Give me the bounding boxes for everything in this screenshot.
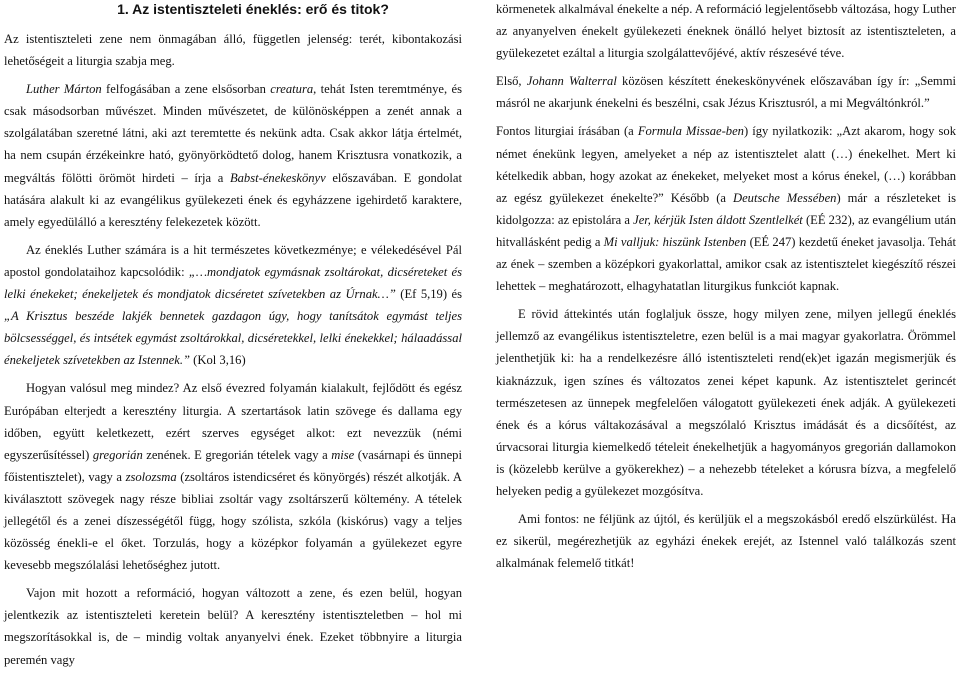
text-run: Fontos liturgiai írásában (a bbox=[496, 124, 638, 139]
right-column bbox=[496, 0, 956, 580]
left-column bbox=[4, 0, 462, 677]
left-paragraph-1 bbox=[4, 28, 462, 72]
text-run: Első, bbox=[496, 74, 527, 89]
text-run: közösen készített énekeskönyvének előszavában így ír: „Semmi másról ne akarjunk énekelni és beszélni, csak Jézus Krisztusról, a mi Megváltónkról.” bbox=[496, 74, 957, 111]
text-run: (vasárnapi és ünnepi főistentisztelet), vagy a bbox=[4, 447, 462, 484]
left-paragraph-2 bbox=[4, 78, 462, 233]
italic-text: creatura bbox=[270, 82, 314, 97]
text-run: Az istentiszteleti zene nem önmagában álló, független jelenség: terét, kibontakozási lehetőségeit a liturgia szabja meg. bbox=[4, 32, 462, 69]
right-paragraph-4 bbox=[496, 303, 956, 502]
italic-text: „…mondjatok egymásnak zsoltárokat, dicséreteket és lelki énekeket; énekeljetek és mondjatok dicséretet szívetekben az Úrnak…” bbox=[4, 264, 462, 302]
text-run: felfogásában a zene elsősorban bbox=[101, 82, 271, 97]
text-run: (EÉ 232), az evangélium után hitvallásként pedig a bbox=[496, 212, 957, 249]
left-paragraph-3 bbox=[4, 239, 462, 372]
left-paragraph-4 bbox=[4, 377, 462, 576]
text-run: (EÉ 247) kezdetű éneket javasolja. Tehát az ének – szemben a középkori gyakorlattal, amikor csak az istentisztelet kiegészítő részei lehettek – meghatározott, elhagyhatatlan liturgikus funkciót kapnak. bbox=[496, 234, 956, 294]
text-run: (zsoltáros istendicséret és könyörgés) részét alkotják. A kiválasztott szövegek nagy része bibliai zsoltár vagy zsoltárszerű költemény. A tételek jellegétől és a zenei díszességétől függ, hogy szólista, szkóla (kiskórus) vagy a teljes közösség énekli-e el őket. Torzulás, hogy a középkor folyamán a gyülekezet egyre kevesebb megszólalási lehetőséghez jutott. bbox=[4, 469, 462, 573]
text-run: Hogyan valósul meg mindez? Az első évezred folyamán kialakult, fejlődött és egész Európában elterjedt a keresztény liturgia. A szertartások latin szövege és dallama egy időben, együtt keletkezett, ezért szerves egységet alkot: ezt nevezzük (némi egyszerűsítéssel) bbox=[4, 381, 462, 462]
left-paragraph-5 bbox=[4, 582, 462, 670]
right-paragraph-1 bbox=[496, 0, 956, 64]
section-title: 1. Az istentiszteleti éneklés: erő és titok? bbox=[117, 1, 389, 17]
text-run: (Ef 5,19) és bbox=[395, 287, 462, 302]
italic-text: Johann Walterral bbox=[526, 74, 617, 89]
text-run: E rövid áttekintés után foglaljuk össze, hogy milyen zene, milyen jellegű éneklés jellemző az evangélikus istentiszteletre, ezen belül is a mai magyar gyakorlatra. Örömmel jelenthetjük ki: ha a rendelkezésre álló istentiszteleti rend(ek)et igazán megismerjük és kiaknázzuk, igen színes és változatos zenei képet kapunk. Az istentisztelet gerincét természetesen az ünnepek megfelelően válogatott gyülekezeti ének adják. A gyülekezeti ének és a kórus váltakozásával a megszólaló Krisztus imádását és a dicsőítést, az úrvacsorai liturgia kiemelkedő tételeit énekelhetjük a hagyományos gregorián dallamokon is (közelebb kerülve a gyökerekhez) – a nehezebb tételeket a kórusra bízva, a megfelelő helyeken pedig a gyülekezet mozgósítva. bbox=[496, 307, 956, 498]
italic-text: Formula Missae-ben bbox=[637, 124, 744, 139]
text-run: Ami fontos: ne féljünk az újtól, és kerüljük el a megszokásból eredő elszürkülést. Ha ez sikerül, megérezhetjük az egyházi énekek erejét, az Istennel való találkozás szent alkalmának felemelő titkát! bbox=[496, 512, 956, 571]
right-paragraph-2 bbox=[496, 70, 956, 114]
text-run: zenének. E gregorián tételek vagy a bbox=[142, 447, 332, 462]
italic-text: gregorián bbox=[92, 447, 143, 462]
italic-text: mise bbox=[331, 447, 355, 462]
text-run: ) így nyilatkozik: „Azt akarom, hogy sok német énekünk legyen, amelyeket a nép az istentisztelet alatt (…) énekelhet. Mert ki kételkedik abban, hogy azokat az énekeket, melyeket most a kórus énekel, (…) korábban az egész gyülekezet énekelte?” Később (a bbox=[496, 124, 956, 205]
italic-text: Mi valljuk: hiszünk Istenben bbox=[603, 234, 747, 249]
text-run: ) már a részleteket is kidolgozza: az epistolára a bbox=[496, 190, 956, 227]
italic-text: Luther Márton bbox=[26, 82, 102, 97]
right-paragraph-5 bbox=[496, 508, 956, 574]
italic-text: „A Krisztus beszéde lakjék bennetek gazdagon úgy, hogy tanítsátok egymást teljes bölcsességgel, és intsétek egymást zsoltárokkal, dicséretekkel, lelki énekekkel; hálaadással énekeljetek szívetekben az Istennek.” bbox=[4, 309, 462, 368]
text-run: körmenetek alkalmával énekelte a nép. A reformáció legjelentősebb változása, hogy Luther az anyanyelven énekelt gyülekezeti éneknek önálló helyet biztosít az istentiszteleten, a gyülekezetet ezáltal a liturgia szolgálattevőjévé, aktív részesévé téve. bbox=[496, 2, 956, 61]
text-run: (Kol 3,16) bbox=[190, 353, 246, 368]
text-run: , tehát Isten teremtménye, és csak másodsorban művészet. Minden művészetet, de különösképpen a zenét annak a szolgálatában szeretné látni, aki azt teremtette és nekünk adta. Csak akkor látja értelmét, ha nem csupán érzékeinkre ható, gyönyörködtető dolog, hanem Krisztusra vonatkozik, a megváltás fölötti örömöt hirdeti – írja a bbox=[4, 82, 462, 185]
italic-text: Babst-énekeskönyv bbox=[229, 170, 326, 185]
italic-text: zsolozsma bbox=[125, 469, 177, 484]
italic-text: Deutsche Messében bbox=[732, 190, 837, 205]
italic-text: Jer, kérjük Isten áldott Szentlelkét bbox=[633, 212, 803, 227]
text-run: Az éneklés Luther számára is a hit természetes következménye; e vélekedésével Pál apostol gondolataihoz kapcsolódik: bbox=[4, 242, 462, 279]
right-paragraph-3 bbox=[496, 120, 956, 297]
text-run: előszavában. E gondolat hatására alakult ki az evangélikus gyülekezeti ének és egyházzene igehirdető karaktere, amely egyedülálló a keresztény felekezetek között. bbox=[4, 170, 462, 229]
text-run: Vajon mit hozott a reformáció, hogyan változott a zene, és ezen belül, hogyan jelentkezik az istentiszteleti keretein belül? A keresztény istentiszteletben – hol mi megszorításokkal is, de – mindig voltak anyanyelvi ének. Ezeket többnyire a liturgia peremén vagy bbox=[4, 586, 462, 667]
